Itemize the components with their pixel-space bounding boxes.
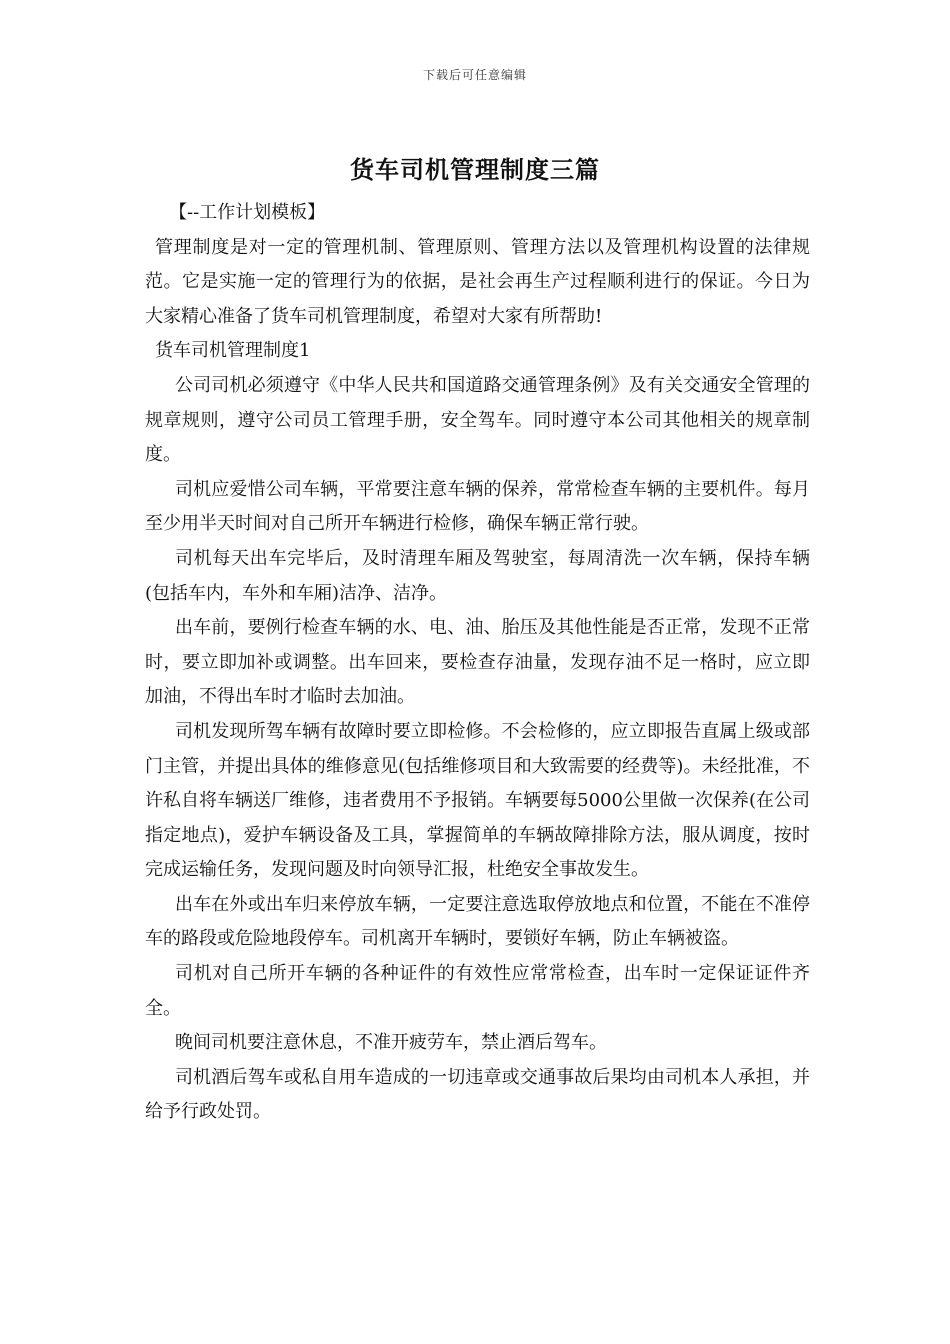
body-paragraph: 司机对自己所开车辆的各种证件的有效性应常常检查，出车时一定保证证件齐全。 — [145, 963, 810, 1019]
document-title: 货车司机管理制度三篇 — [350, 155, 600, 184]
body-paragraph: 司机每天出车完毕后，及时清理车厢及驾驶室，每周清洗一次车辆，保持车辆(包括车内，车外和车厢)洁净、洁净。 — [145, 547, 810, 604]
section-heading: 货车司机管理制度1 — [155, 340, 311, 362]
intro-paragraph: 管理制度是对一定的管理机制、管理原则、管理方法以及管理机构设置的法律规范。它是实施一定的管理行为的依据，是社会再生产过程顺利进行的保证。今日为大家精心准备了货车司机管理制度，希望对大家有所帮助! — [145, 236, 810, 327]
body-paragraph: 出车前，要例行检查车辆的水、电、油、胎压及其他性能是否正常，发现不正常时，要立即加补或调整。出车回来，要检查存油量，发现存油不足一格时，应立即加油，不得出车时才临时去加油。 — [145, 617, 810, 708]
body-paragraph: 出车在外或出车归来停放车辆，一定要注意选取停放地点和位置，不能在不准停车的路段或危险地段停车。司机离开车辆时，要锁好车辆，防止车辆被盗。 — [145, 893, 810, 950]
body-paragraph: 公司司机必须遵守《中华人民共和国道路交通管理条例》及有关交通安全管理的规章规则，遵守公司员工管理手册，安全驾车。同时遵守本公司其他相关的规章制度。 — [145, 374, 810, 466]
document-body — [145, 196, 810, 1130]
page-header-note: 下载后可任意编辑 — [422, 68, 527, 82]
body-paragraph: 司机发现所驾车辆有故障时要立即检修。不会检修的，应立即报告直属上级或部门主管，并提出具体的维修意见(包括维修项目和大致需要的经费等)。未经批准，不许私自将车辆送厂维修，违者费用不予报销。车辆要每5000公里做一次保养(在公司指定地点)，爱护车辆设备及工具，掌握简单的车辆故障排除方法，服从调度，按时完成运输任务，发现问题及时向领导汇报，杜绝安全事故发生。 — [145, 720, 810, 881]
body-paragraph: 晚间司机要注意休息，不准开疲劳车，禁止酒后驾车。 — [175, 1032, 607, 1054]
template-tag-line: 【--工作计划模板】 — [169, 202, 326, 223]
body-paragraph: 司机酒后驾车或私自用车造成的一切违章或交通事故后果均由司机本人承担，并给予行政处罚。 — [145, 1066, 810, 1123]
body-paragraph: 司机应爱惜公司车辆，平常要注意车辆的保养，常常检查车辆的主要机件。每月至少用半天时间对自己所开车辆进行检修，确保车辆正常行驶。 — [145, 478, 810, 535]
